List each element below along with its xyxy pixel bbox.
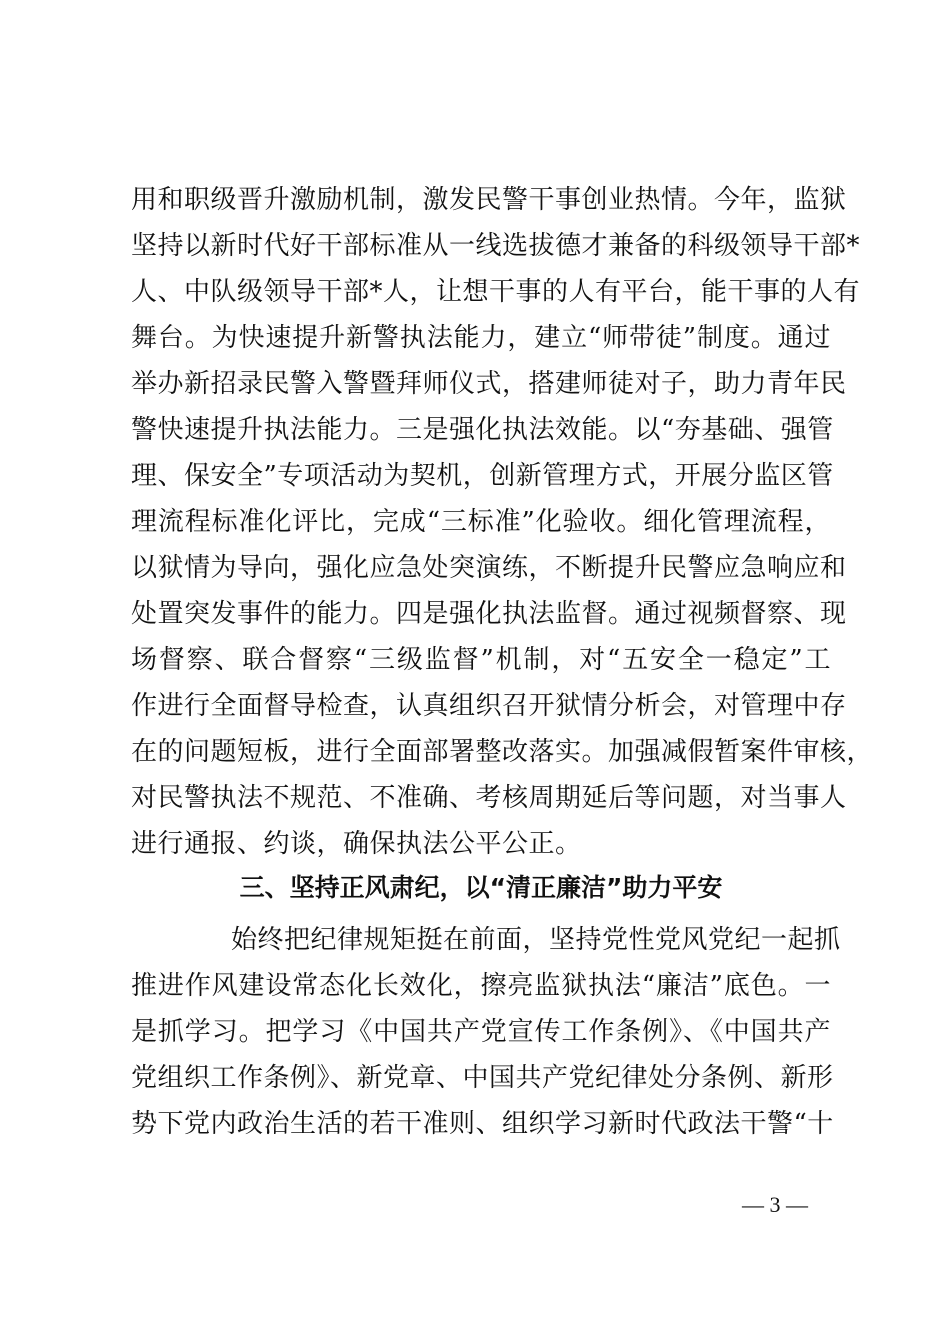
body-text-line: 推进作风建设常态化长效化，擦亮监狱执法“廉洁”底色。一 [131,971,831,1001]
body-text-line: 作进行全面督导检查，认真组织召开狱情分析会，对管理中存 [131,691,847,721]
body-text-line: 舞台。为快速提升新警执法能力，建立“师带徒”制度。通过 [131,323,831,353]
body-text-line: 举办新招录民警入警暨拜师仪式，搭建师徒对子，助力青年民 [131,369,847,399]
body-text-line: 用和职级晋升激励机制，激发民警干事创业热情。今年，监狱 [131,185,847,215]
section-heading: 三、坚持正风肃纪，以“清正廉洁”助力平安 [239,873,723,902]
body-text-line: 进行通报、约谈，确保执法公平公正。 [131,829,582,859]
body-text-line: 警快速提升执法能力。三是强化执法效能。以“夯基础、强管 [131,415,834,445]
body-text-line: 理流程标准化评比，完成“三标准”化验收。细化管理流程， [131,507,831,537]
body-text-line: 在的问题短板，进行全面部署整改落实。加强减假暂案件审核， [131,737,874,767]
body-text-line: 场督察、联合督察“三级监督”机制，对“五安全一稳定”工 [131,645,831,675]
body-text-line: 势下党内政治生活的若干准则、组织学习新时代政法干警“十 [131,1109,834,1139]
page-number: — 3 — [742,1192,808,1217]
body-text-line: 坚持以新时代好干部标准从一线选拔德才兼备的科级领导干部* [131,231,861,261]
body-text-line: 始终把纪律规矩挺在前面，坚持党性党风党纪一起抓 [231,925,841,955]
body-text-line: 对民警执法不规范、不准确、考核周期延后等问题，对当事人 [131,783,847,813]
body-text-line: 处置突发事件的能力。四是强化执法监督。通过视频督察、现 [131,599,847,629]
body-text-line: 人、中队级领导干部*人，让想干事的人有平台，能干事的人有 [131,277,861,307]
body-text-line: 党组织工作条例》、新党章、中国共产党纪律处分条例、新形 [131,1063,834,1093]
body-text-line: 理、保安全”专项活动为契机，创新管理方式，开展分监区管 [131,461,834,491]
body-text-line: 是抓学习。把学习《中国共产党宣传工作条例》、《中国共产 [131,1017,831,1047]
body-text-line: 以狱情为导向，强化应急处突演练，不断提升民警应急响应和 [131,553,847,583]
